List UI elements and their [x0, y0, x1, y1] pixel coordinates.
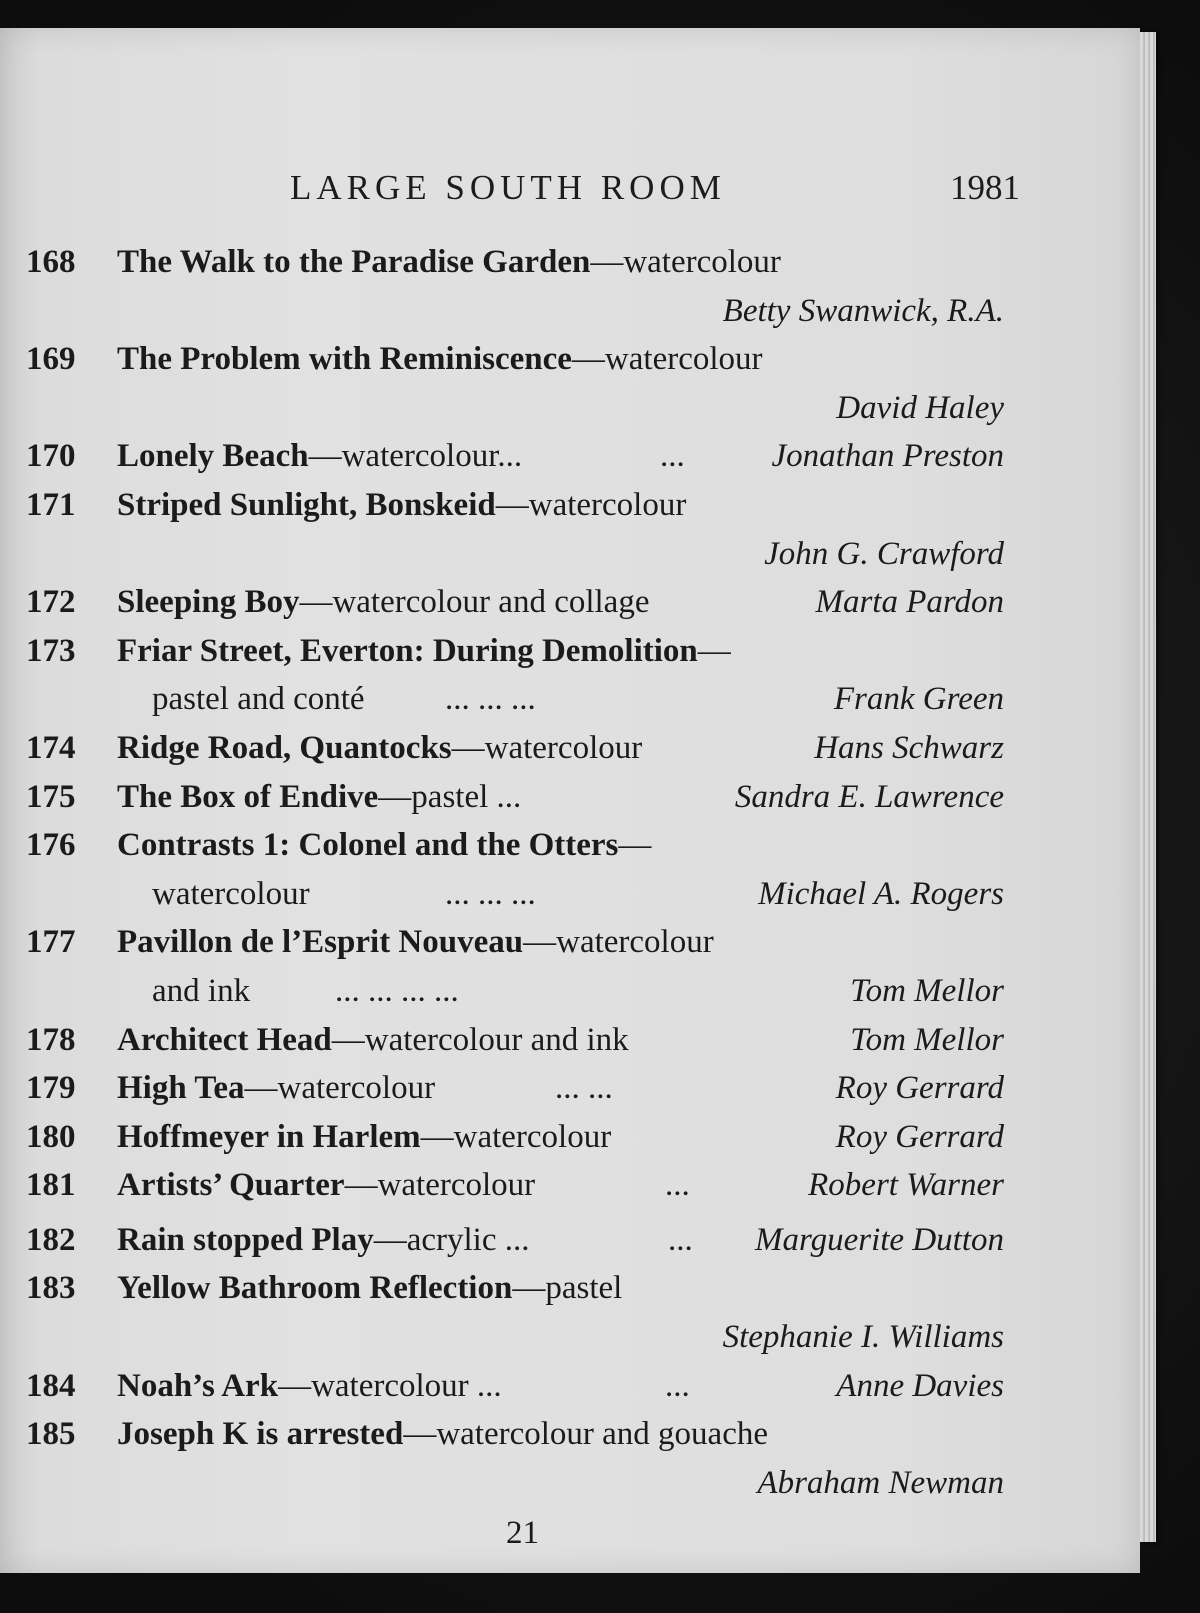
entry-184 [0, 1362, 1140, 1411]
artist-name: David Haley [836, 389, 1004, 426]
entry-title-line [117, 1416, 768, 1453]
work-title: Sleeping Boy [117, 584, 300, 621]
entry-176-continuation [0, 870, 1140, 919]
entry-174 [0, 724, 1140, 773]
artist-name: Abraham Newman [757, 1464, 1004, 1501]
header-year: 1981 [950, 168, 1020, 207]
entry-171-artist-line [0, 530, 1140, 579]
entry-title-line [117, 1070, 435, 1107]
work-medium: —watercolour [495, 486, 687, 523]
entry-title-line [117, 1368, 502, 1405]
work-title: Rain stopped Play [117, 1221, 374, 1258]
artist-text: Betty Swanwick, R.A. [722, 292, 1004, 329]
work-medium: —watercolour [244, 1070, 436, 1107]
leader-dots: ... [668, 1221, 693, 1258]
work-medium: —watercolour ... [278, 1367, 502, 1404]
entry-175 [0, 773, 1140, 822]
entry-number: 183 [26, 1270, 76, 1307]
entry-185-artist-line [0, 1459, 1140, 1508]
entry-179 [0, 1064, 1140, 1113]
entry-number: 175 [26, 778, 76, 815]
work-medium: — [618, 827, 652, 864]
entry-title-line [117, 244, 781, 281]
leader-dots: ... ... ... [445, 681, 536, 718]
entry-185 [0, 1410, 1140, 1459]
work-title: The Problem with Reminiscence [117, 341, 572, 378]
work-medium: —watercolour [451, 729, 643, 766]
entry-177-continuation [0, 967, 1140, 1016]
work-medium: —watercolour [420, 1118, 612, 1155]
artist-name: Robert Warner [808, 1167, 1004, 1204]
work-title: Contrasts 1: Colonel and the Otters [117, 827, 619, 864]
entry-number: 177 [26, 924, 76, 961]
work-title: Pavillon de l’Esprit Nouveau [117, 924, 524, 961]
work-title: Joseph K is arrested [117, 1416, 404, 1453]
entry-list [0, 238, 1140, 1507]
leader-dots: ... [660, 438, 685, 475]
work-title: Ridge Road, Quantocks [117, 729, 452, 766]
entry-178 [0, 1016, 1140, 1065]
medium-continuation: and ink [152, 972, 251, 1009]
entry-169-artist-line [0, 384, 1140, 433]
work-title: Hoffmeyer in Harlem [117, 1118, 421, 1155]
work-title: The Walk to the Paradise Garden [117, 244, 591, 280]
entry-title-line [117, 1119, 611, 1156]
entry-number: 174 [26, 729, 76, 766]
work-title: The Box of Endive [117, 778, 379, 815]
entry-170 [0, 432, 1140, 481]
artist-name: Roy Gerrard [835, 1118, 1004, 1155]
work-title: Lonely Beach [117, 438, 309, 475]
work-medium: —watercolour and collage [299, 584, 650, 621]
artist-name: Hans Schwarz [814, 729, 1004, 766]
artist-name: Michael A. Rogers [758, 875, 1004, 912]
artist-name: Tom Mellor [850, 972, 1004, 1009]
work-title: High Tea [117, 1070, 245, 1107]
entry-177 [0, 918, 1140, 967]
entry-169 [0, 335, 1140, 384]
entry-181 [0, 1161, 1140, 1210]
leader-dots: ... ... ... ... [335, 972, 459, 1009]
entry-number: 172 [26, 584, 76, 621]
leader-dots: ... [665, 1167, 690, 1204]
leader-dots: ... ... ... [445, 875, 536, 912]
entry-title-line [117, 924, 714, 961]
work-medium: —watercolour... [308, 438, 523, 475]
entry-number: 169 [26, 341, 76, 378]
entry-number: 168 [26, 244, 76, 280]
work-title: Artists’ Quarter [117, 1167, 345, 1204]
leader-dots: ... [665, 1367, 690, 1404]
entry-173-continuation [0, 675, 1140, 724]
room-title: LARGE SOUTH ROOM [290, 168, 726, 207]
entry-number: 185 [26, 1416, 76, 1453]
entry-number: 181 [26, 1167, 76, 1204]
entry-176 [0, 821, 1140, 870]
entry-173 [0, 627, 1140, 676]
artist-name: Sandra E. Lawrence [734, 778, 1004, 815]
artist-name: Anne Davies [836, 1367, 1004, 1404]
leader-dots: ... ... [555, 1070, 613, 1107]
artist-name: Frank Green [833, 681, 1004, 718]
entry-title-line [117, 1222, 530, 1259]
work-title: Architect Head [117, 1021, 332, 1058]
entry-number: 184 [26, 1367, 76, 1404]
work-medium: — [697, 632, 731, 669]
work-title: Friar Street, Everton: During Demolition [117, 632, 698, 669]
entry-168 [0, 238, 1140, 287]
work-medium: —watercolour and gouache [403, 1416, 768, 1453]
entry-title-line [117, 1022, 629, 1059]
entry-title-line [117, 1167, 535, 1204]
entry-title-line [117, 633, 731, 670]
running-header [0, 146, 1140, 206]
entry-172 [0, 578, 1140, 627]
medium-continuation: watercolour [152, 875, 310, 912]
entry-183-artist-line [0, 1313, 1140, 1362]
work-medium: —watercolour [344, 1167, 536, 1204]
work-title: Striped Sunlight, Bonskeid [117, 486, 496, 523]
entry-title-line [117, 341, 763, 378]
work-medium: —pastel ... [378, 778, 522, 815]
entry-number: 178 [26, 1021, 76, 1058]
work-medium: —watercolour [590, 244, 781, 280]
entry-168-artist-line [0, 287, 1140, 336]
artist-name: John G. Crawford [764, 535, 1004, 572]
entry-182 [0, 1216, 1140, 1265]
entry-title-line [117, 584, 649, 621]
entry-title-line [117, 827, 651, 864]
work-title: Noah’s Ark [117, 1367, 279, 1404]
entry-number: 179 [26, 1070, 76, 1107]
entry-number: 176 [26, 827, 76, 864]
artist-name: Stephanie I. Williams [722, 1319, 1004, 1356]
entry-number: 173 [26, 632, 76, 669]
entry-171 [0, 481, 1140, 530]
entry-title-line [117, 730, 642, 767]
work-medium: —watercolour [571, 341, 763, 378]
work-medium: —acrylic ... [373, 1221, 530, 1258]
artist-name [723, 293, 1004, 330]
entry-title-line [117, 779, 521, 816]
page-number: 21 [506, 1515, 539, 1551]
artist-name: Tom Mellor [850, 1021, 1004, 1058]
entry-180 [0, 1113, 1140, 1162]
entry-number: 170 [26, 438, 76, 475]
entry-title-line [117, 1270, 622, 1307]
work-medium: —watercolour and ink [331, 1021, 629, 1058]
artist-name: Marta Pardon [815, 584, 1004, 621]
artist-name: Jonathan Preston [771, 438, 1004, 475]
work-medium: —pastel [512, 1270, 623, 1307]
entry-183 [0, 1264, 1140, 1313]
entry-number: 182 [26, 1221, 76, 1258]
entry-title-line [117, 487, 686, 524]
work-title: Yellow Bathroom Reflection [117, 1270, 513, 1307]
entry-number: 171 [26, 486, 76, 523]
artist-name: Roy Gerrard [835, 1070, 1004, 1107]
entry-number: 180 [26, 1118, 76, 1155]
entry-title-line [117, 438, 522, 475]
medium-continuation: pastel and conté [152, 681, 365, 718]
catalogue-page [0, 28, 1140, 1573]
work-medium: —watercolour [523, 924, 714, 961]
artist-name: Marguerite Dutton [755, 1221, 1004, 1258]
